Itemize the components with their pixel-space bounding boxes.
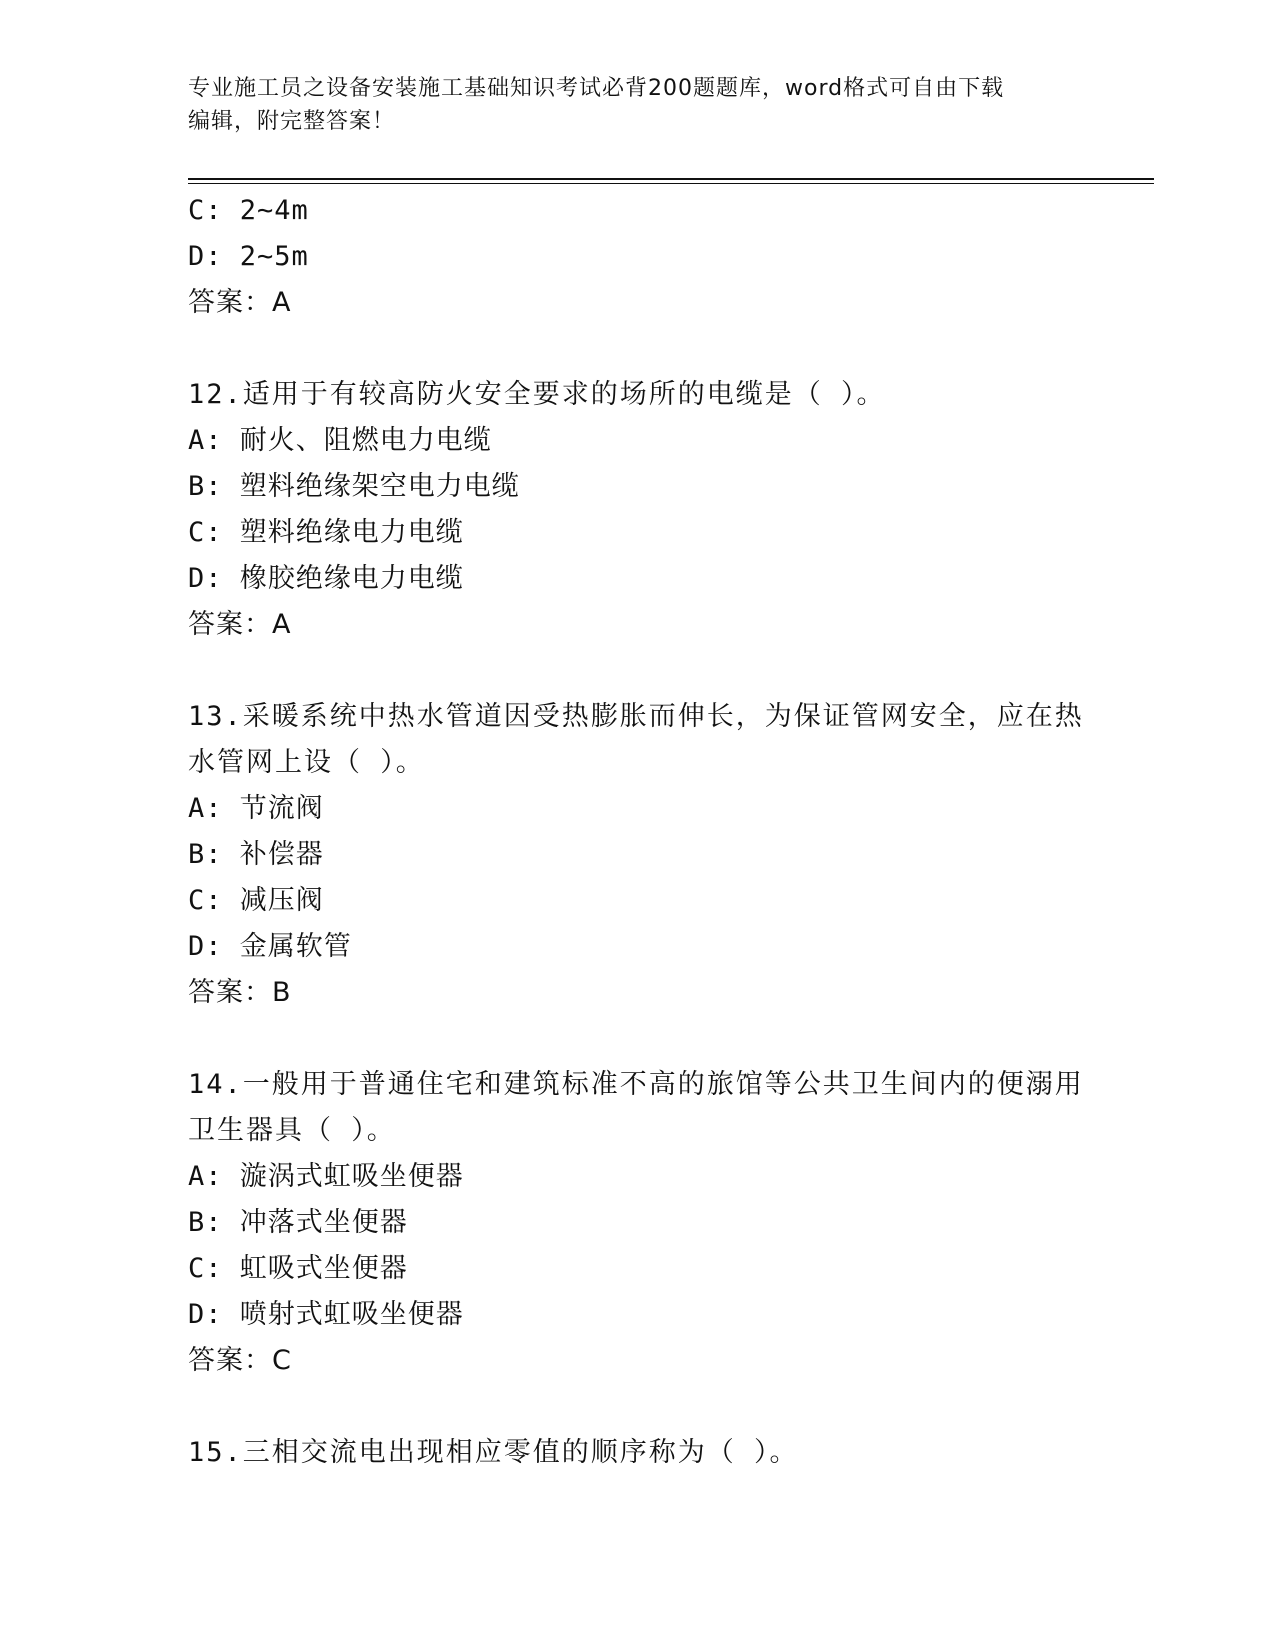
header-line-2: 编辑，附完整答案！ — [188, 109, 396, 134]
question-11-fragment — [188, 188, 1088, 326]
header-line-1: 专业施工员之设备安装施工基础知识考试必背200题题库，word格式可自由下载 — [188, 76, 1005, 101]
question-15 — [188, 1430, 1088, 1476]
option-a: A: 漩涡式虹吸坐便器 — [188, 1161, 464, 1192]
question-stem: 13.采暖系统中热水管道因受热膨胀而伸长，为保证管网安全，应在热水管网上设（ ）。 — [188, 701, 1084, 778]
option-c: C: 减压阀 — [188, 885, 324, 916]
question-stem: 12.适用于有较高防火安全要求的场所的电缆是（ ）。 — [188, 379, 886, 410]
spacer — [188, 1016, 1088, 1062]
answer-line: 答案：B — [188, 977, 292, 1008]
answer-line: 答案：C — [188, 1345, 292, 1376]
option-c: C: 塑料绝缘电力电缆 — [188, 517, 464, 548]
spacer — [188, 648, 1088, 694]
option-d: D: 2~5m — [188, 241, 309, 272]
option-d: D: 喷射式虹吸坐便器 — [188, 1299, 464, 1330]
option-b: B: 冲落式坐便器 — [188, 1207, 408, 1238]
answer-line: 答案：A — [188, 287, 292, 318]
option-c: C: 虹吸式坐便器 — [188, 1253, 408, 1284]
option-a: A: 耐火、阻燃电力电缆 — [188, 425, 492, 456]
option-b: B: 补偿器 — [188, 839, 324, 870]
header-rule-thick — [188, 178, 1154, 180]
question-13 — [188, 694, 1088, 1016]
option-d: D: 金属软管 — [188, 931, 352, 962]
spacer — [188, 1384, 1088, 1430]
spacer — [188, 326, 1088, 372]
document-header — [188, 72, 1078, 138]
question-12 — [188, 372, 1088, 648]
option-c: C: 2~4m — [188, 195, 309, 226]
option-d: D: 橡胶绝缘电力电缆 — [188, 563, 464, 594]
question-14 — [188, 1062, 1088, 1384]
question-stem: 15.三相交流电出现相应零值的顺序称为（ ）。 — [188, 1437, 799, 1468]
answer-line: 答案：A — [188, 609, 292, 640]
document-body — [188, 188, 1088, 1476]
option-a: A: 节流阀 — [188, 793, 324, 824]
question-stem: 14.一般用于普通住宅和建筑标准不高的旅馆等公共卫生间内的便溺用卫生器具（ ）。 — [188, 1069, 1084, 1146]
header-rule-thin — [188, 183, 1154, 184]
option-b: B: 塑料绝缘架空电力电缆 — [188, 471, 520, 502]
